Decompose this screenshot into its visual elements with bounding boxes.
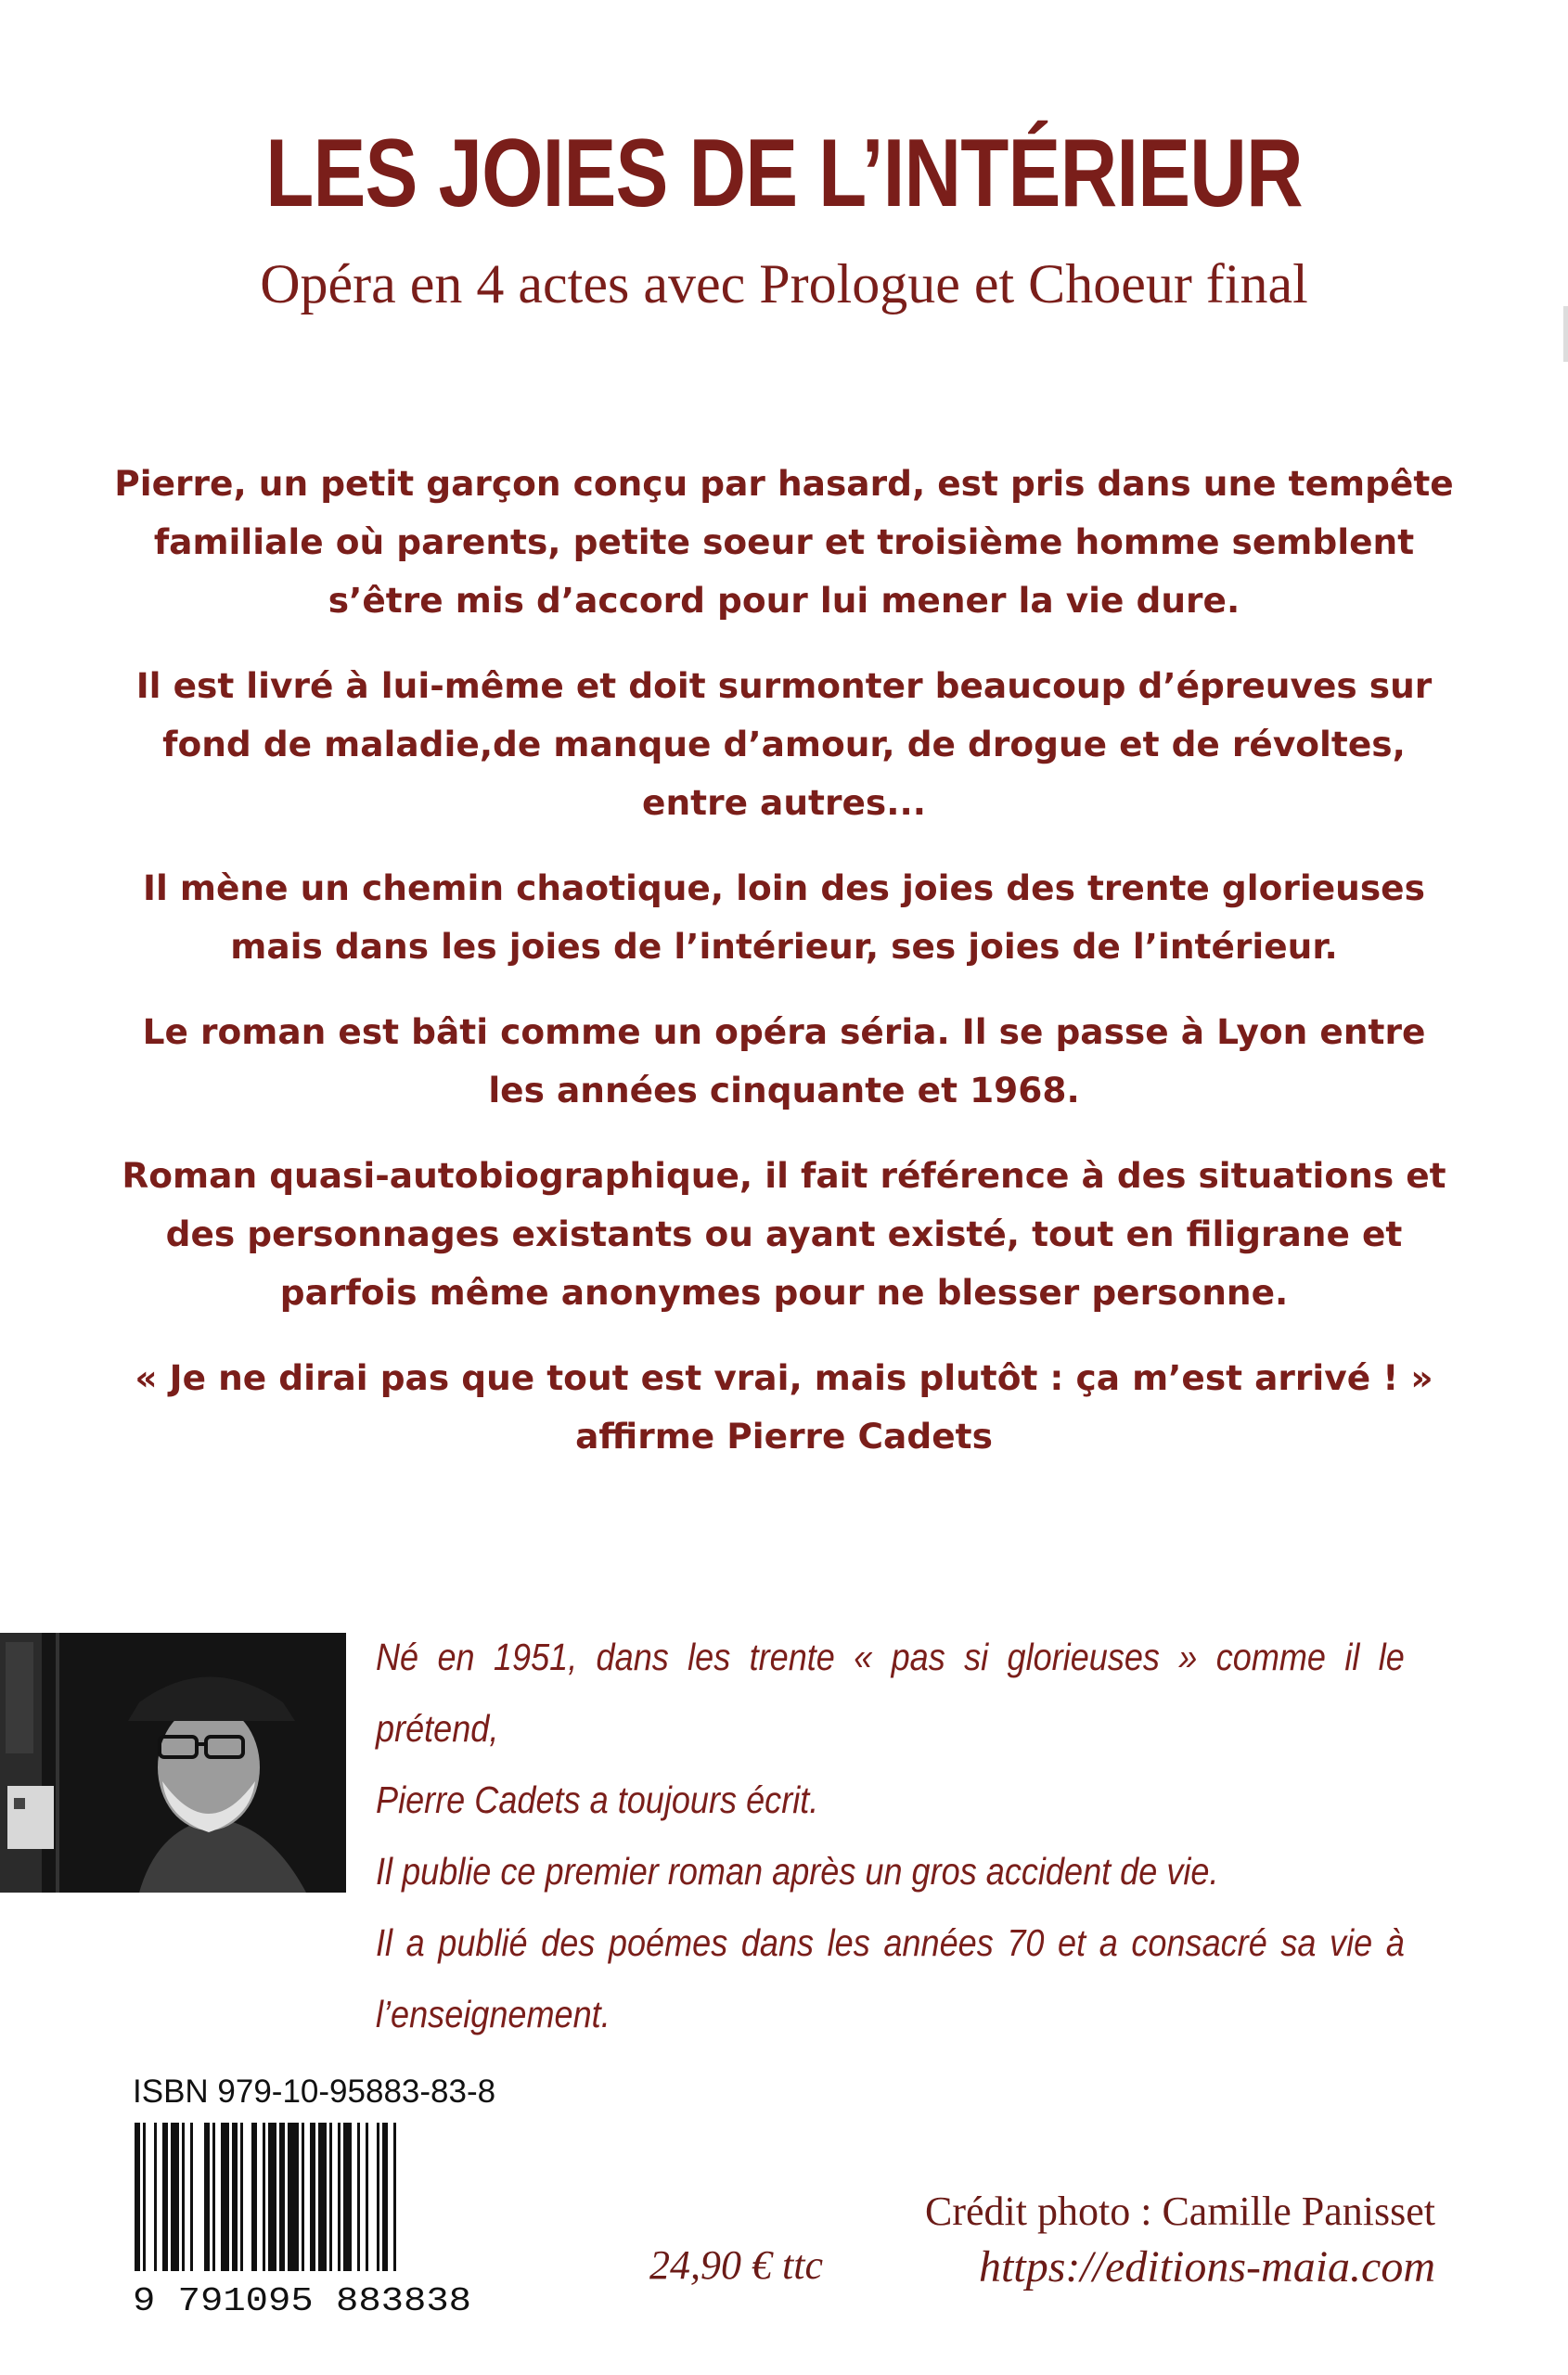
blurb-paragraph: Il mène un chemin chaotique, loin des joies des trente glorieuses mais dans les joies de l’intérieur, ses joies de l’intérieur. [143,867,1425,967]
barcode-bar [382,2123,388,2271]
blurb-paragraph: Le roman est bâti comme un opéra séria. Il se passe à Lyon entre les années cinquante et 1968. [142,1011,1426,1110]
barcode-bar [343,2123,352,2271]
bio-line: Il publie ce premier roman après un gros accident de vie. [376,1850,1219,1893]
barcode-bar [154,2123,157,2271]
book-subtitle: Opéra en 4 actes avec Prologue et Choeur final [260,253,1308,315]
barcode-bar [204,2123,210,2271]
barcode-bar [190,2123,193,2271]
barcode-bar [171,2123,179,2271]
barcode-bar [162,2123,168,2271]
author-portrait-image [0,1633,346,1893]
barcode-bar [357,2123,360,2271]
barcode-bar [135,2123,140,2271]
barcode-digits: 9 791095 883838 [133,2282,471,2317]
photo-credit: Crédit photo : Camille Panisset [925,2189,1435,2234]
barcode-bars [135,2123,396,2271]
back-cover-blurb [111,455,1457,1493]
barcode-bar [288,2123,299,2271]
barcode-bar [182,2123,185,2271]
book-title: LES JOIES DE L’INTÉRIEUR [265,120,1303,227]
barcode-bar [143,2123,146,2271]
author-photo [0,1633,346,1893]
price: 24,90 € ttc [649,2242,823,2288]
bio-line: Né en 1951, dans les trente « pas si glorieuses » comme il le prétend, [376,1636,1405,1750]
publisher-url[interactable]: https://editions-maia.com [979,2242,1435,2292]
bio-line: Il a publié des poémes dans les années 70 et a consacré sa vie à l’enseignement. [376,1921,1405,2035]
barcode-bar [240,2123,243,2271]
author-bio [376,1622,1405,2050]
barcode-bar [302,2123,304,2271]
barcode-bar [279,2123,285,2271]
bio-line: Pierre Cadets a toujours écrit. [376,1778,819,1821]
blurb-paragraph: Pierre, un petit garçon conçu par hasard, est pris dans une tempête familiale où parents, petite soeur et troisième homme semblent s’être mis d’accord pour lui mener la vie dure. [114,463,1454,621]
barcode-bar [212,2123,215,2271]
barcode-bar [251,2123,257,2271]
barcode-bar [268,2123,276,2271]
barcode-bar [232,2123,238,2271]
isbn-label: ISBN 979-10-95883-83-8 [133,2073,496,2110]
barcode-bar [263,2123,265,2271]
blurb-paragraph: Il est livré à lui-même et doit surmonter beaucoup d’épreuves sur fond de maladie,de manque d’amour, de drogue et de révoltes, entre autres... [135,665,1433,823]
blurb-quote: « Je ne dirai pas que tout est vrai, mais plutôt : ça m’est arrivé ! » affirme Pierre Cadets [135,1357,1433,1457]
barcode-bar [221,2123,229,2271]
blurb-paragraph: Roman quasi-autobiographique, il fait référence à des situations et des personnages existants ou ayant existé, tout en filigrane et parfois même anonymes pour ne blesser personne. [122,1155,1446,1313]
barcode-bar [310,2123,315,2271]
barcode-bar [393,2123,396,2271]
barcode-bar [318,2123,327,2271]
page-edge [1563,306,1568,362]
barcode-bar [329,2123,332,2271]
barcode-bar [338,2123,341,2271]
barcode-bar [366,2123,368,2271]
barcode-bar [377,2123,379,2271]
isbn-barcode [133,2123,476,2317]
